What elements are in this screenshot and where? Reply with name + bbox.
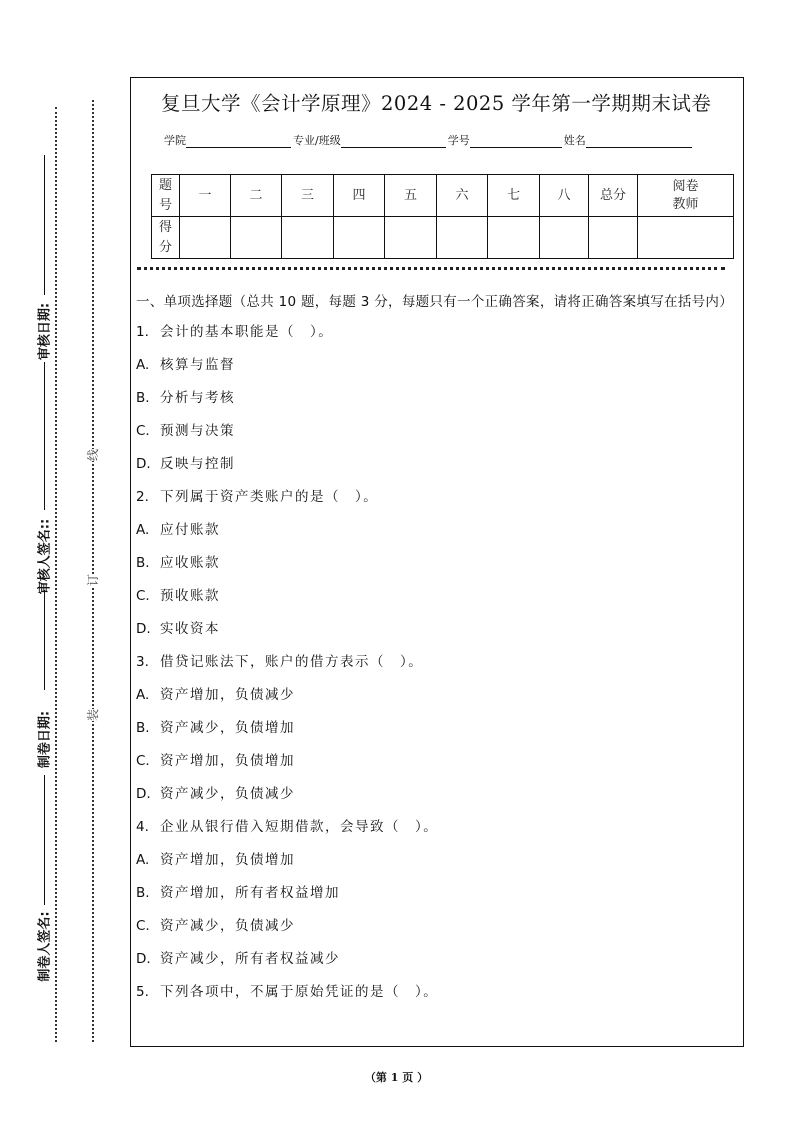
score-column-header [638,175,734,217]
option-text: 反映与控制 [160,456,235,472]
option-text: 实收资本 [160,621,220,637]
score-cell[interactable] [334,217,385,259]
answer-option [136,685,736,718]
option-label: C. [136,423,150,439]
info-field-blank[interactable] [470,135,562,148]
question-number: 4. [136,819,149,835]
option-text: 资产增加，负债增加 [160,852,295,868]
option-label: C. [136,588,150,604]
score-column-header: 总分 [589,175,638,217]
student-info-row [164,132,694,148]
answer-option [136,553,736,586]
question-number: 2. [136,489,149,505]
score-column-header: 五 [385,175,437,217]
option-text: 资产减少，负债减少 [160,918,295,934]
option-text: 核算与监督 [160,357,235,373]
info-field-blank[interactable] [586,135,692,148]
row-head-char: 分 [158,239,172,255]
answer-option [136,520,736,553]
score-cell[interactable] [437,217,488,259]
section-heading: 一、单项选择题（总共 10 题，每题 3 分，每题只有一个正确答案，请将正确答案填写在括号内） [136,294,734,310]
question-number: 3. [136,654,149,670]
binding-cut-char: 线 [86,448,101,462]
question-stem [136,322,736,355]
score-table-score-row [152,217,734,259]
option-label: C. [136,753,150,769]
answer-option [136,883,736,916]
binding-cut-char: 订 [86,573,101,587]
answer-option [136,718,736,751]
question-text: 下列各项中，不属于原始凭证的是（ ）。 [160,984,439,1000]
info-field-label: 学院 [164,134,186,147]
row-head-char: 号 [158,197,172,213]
info-field-label: 姓名 [563,134,586,147]
option-label: B. [136,390,150,406]
score-column-header: 三 [282,175,334,217]
option-label: A. [136,357,150,373]
binding-cut-char: 装 [86,708,101,722]
question-text: 借贷记账法下，账户的借方表示（ ）。 [160,654,424,670]
option-text: 资产增加，所有者权益增加 [160,885,340,901]
option-label: A. [136,852,150,868]
margin-rule [44,155,45,295]
score-column-header: 四 [334,175,385,217]
score-cell[interactable] [488,217,540,259]
score-column-header: 七 [488,175,540,217]
score-cell[interactable] [231,217,282,259]
option-label: B. [136,720,150,736]
option-text: 应收账款 [160,555,220,571]
info-field-blank[interactable] [341,135,446,148]
answer-option [136,784,736,817]
option-label: B. [136,885,150,901]
score-table-header-row [152,175,734,217]
option-label: C. [136,918,150,934]
score-column-header: 二 [231,175,282,217]
question-number: 5. [136,984,149,1000]
option-text: 预测与决策 [160,423,235,439]
score-cell[interactable] [638,217,734,259]
option-text: 应付账款 [160,522,220,538]
answer-option [136,355,736,388]
answer-option [136,916,736,949]
score-column-header: 六 [437,175,488,217]
inner-dotted-line [92,100,94,1042]
question-stem [136,487,736,520]
option-text: 资产增加，负债减少 [160,687,295,703]
margin-signature-label: 制卷日期: [37,710,53,769]
option-text: 资产减少，负债减少 [160,786,295,802]
option-text: 资产减少，负债增加 [160,720,295,736]
answer-option [136,850,736,883]
margin-signature-label: 制卷人签名: [37,911,53,982]
question-text: 会计的基本职能是（ ）。 [160,324,334,340]
score-cell[interactable] [540,217,589,259]
answer-option [136,949,736,982]
answer-option [136,586,736,619]
margin-rule [44,775,45,905]
option-text: 预收账款 [160,588,220,604]
option-label: D. [136,456,151,472]
section-single-choice [136,292,736,1015]
question-list [136,322,736,1015]
exam-title: 复旦大学《会计学原理》2024 - 2025 学年第一学期期末试卷 [161,92,712,115]
option-label: A. [136,522,150,538]
question-stem [136,982,736,1015]
question-stem [136,652,736,685]
dotted-separator [137,267,725,270]
row-head-question-number [152,175,180,217]
score-column-header-line: 教师 [672,196,699,212]
option-label: A. [136,687,150,703]
row-head-char: 题 [158,177,172,193]
question-text: 下列属于资产类账户的是（ ）。 [160,489,379,505]
answer-option [136,454,736,487]
page-number: （第 1 页 ） [364,1071,429,1084]
score-cell[interactable] [180,217,231,259]
answer-option [136,751,736,784]
option-text: 资产增加，负债增加 [160,753,295,769]
margin-signature-label: 审核日期: [37,302,53,361]
score-cell[interactable] [282,217,334,259]
score-column-header-line: 阅卷 [672,178,699,194]
row-head-char: 得 [158,219,172,235]
margin-signature-label: 审核人签名:: [37,518,53,595]
score-cell[interactable] [589,217,638,259]
score-column-header: 一 [180,175,231,217]
info-field-label: 专业/班级 [293,134,341,147]
answer-option [136,619,736,652]
option-label: D. [136,621,151,637]
score-column-header: 八 [540,175,589,217]
option-label: B. [136,555,150,571]
score-cell[interactable] [385,217,437,259]
question-number: 1. [136,324,149,340]
option-label: D. [136,786,151,802]
outer-dotted-line [55,107,57,1042]
option-label: D. [136,951,151,967]
answer-option [136,388,736,421]
answer-option [136,421,736,454]
exam-frame [130,77,744,1047]
row-head-score [152,217,180,259]
question-stem [136,817,736,850]
score-table [151,174,734,259]
question-text: 企业从银行借入短期借款，会导致（ ）。 [160,819,439,835]
info-field-blank[interactable] [186,135,291,148]
option-text: 分析与考核 [160,390,235,406]
info-field-label: 学号 [447,134,470,147]
option-text: 资产减少，所有者权益减少 [160,951,340,967]
